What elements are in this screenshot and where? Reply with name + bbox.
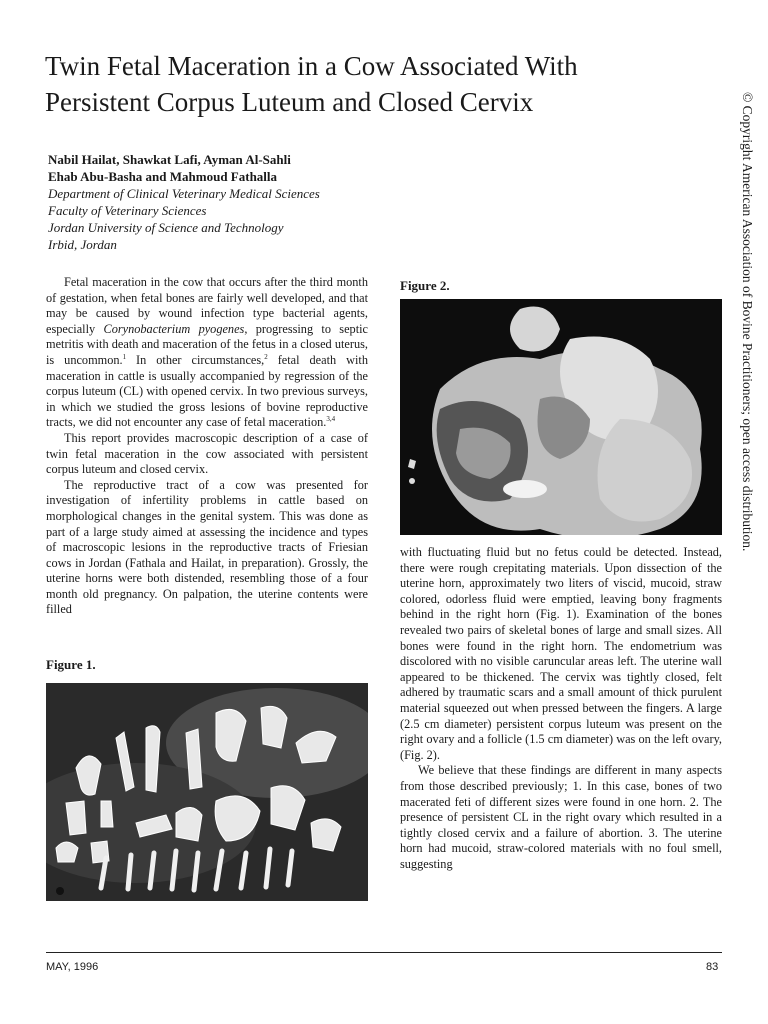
figure-2-label: Figure 2. bbox=[400, 278, 450, 293]
intro-text-a: Fetal maceration in the cow that occurs after the third month of gestation, when fetal bones are fairly well developed, and that may be caused by wound infection type bacterial agents, especially bbox=[46, 275, 368, 336]
paragraph-discussion: We believe that these findings are different in many aspects from those described previously; 1. In this case, bones of two macerated feti of different sizes were found in one horn. 2. The presence of persistent CL in the right ovary which resulted in a tightly closed cervix and a failure of abortion. 3. The uterine horn had mucoid, straw-colored materials with no foul smell, suggesting bbox=[400, 763, 722, 871]
copyright-text: © Copyright American Association of Bovine Practitioners; open access distribution. bbox=[740, 92, 755, 552]
ref-2: 2 bbox=[264, 352, 268, 361]
title-line-2: Persistent Corpus Luteum and Closed Cervix bbox=[45, 87, 534, 117]
intro-text-c: In other circumstances, bbox=[126, 352, 265, 367]
affiliation-faculty: Faculty of Veterinary Sciences bbox=[48, 203, 207, 218]
intro-text-b: , progressing to septic metritis with death and maceration of the fetus in a closed uterus, is uncommon. bbox=[46, 321, 368, 367]
figure-1-label: Figure 1. bbox=[46, 657, 96, 672]
affiliation-department: Department of Clinical Veterinary Medical Sciences bbox=[48, 186, 320, 201]
intro-text-d: fetal death with maceration in cattle is usually accompanied by regression of the corpus luteum (CL) with opened cervix. In two previous surveys, in which we studied the gross lesions of bovine reproductive tracts, we did not encounter any case of fetal maceration. bbox=[46, 352, 368, 430]
authors-line-1: Nabil Hailat, Shawkat Lafi, Ayman Al-Sahli bbox=[48, 152, 291, 167]
author-block bbox=[48, 151, 368, 253]
species-name: Corynobacterium pyogenes bbox=[103, 321, 245, 336]
copyright-sidebar bbox=[735, 92, 759, 612]
affiliation-city: Irbid, Jordan bbox=[48, 237, 117, 252]
title-line-1: Twin Fetal Maceration in a Cow Associated With bbox=[45, 51, 578, 81]
page-number: 83 bbox=[706, 961, 719, 973]
affiliation-university: Jordan University of Science and Technology bbox=[48, 220, 284, 235]
figure-2-photo bbox=[400, 299, 722, 535]
article-title bbox=[45, 48, 685, 120]
right-column-body bbox=[400, 545, 722, 872]
footer-rule bbox=[46, 952, 722, 953]
left-column-body bbox=[46, 275, 368, 618]
figure-1-photo bbox=[46, 683, 368, 901]
authors-line-2: Ehab Abu-Basha and Mahmoud Fathalla bbox=[48, 169, 278, 184]
paragraph-report: This report provides macroscopic description of a case of twin fetal maceration in the cow associated with persistent corpus luteum and closed cervix. bbox=[46, 430, 368, 477]
paragraph-case: The reproductive tract of a cow was presented for investigation of infertility problems in cattle based on morphological changes in the genital system. This was done as part of a large study aimed at assessing the incidence and types of macroscopic lesions in the reproductive tracts of Friesian cows in Jordan (Fathala and Hailat, in preparation). Grossly, the uterine horns were both distended, resembling those of a four month old pregnancy. On palpation, the uterine contents were filled bbox=[46, 477, 368, 617]
ref-3-4: 3,4 bbox=[326, 415, 336, 424]
paragraph-case-continued: with fluctuating fluid but no fetus could be detected. Instead, there were rough crepitating materials. Upon dissection of the uterine horn, approximately two liters of viscid, mucoid, straw colored, odorless fluid were emptied, leaving bony fragments behind in the right horn (Fig. 1). Examination of the bones revealed two pairs of skeletal bones of large and small sizes. All bones were found in the right horn. The endometrium was discolored with no visible caruncular areas left. The uterine wall appeared to be thickened. The cervix was tightly closed, felt adhered by traumatic scars and a small amount of thick purulent material squeezed out when pressed between the fingers. A large (2.5 cm diameter) persistent corpus luteum was present on the right ovary and a follicle (1.5 cm diameter) was on the left ovary, (Fig. 2). bbox=[400, 545, 722, 762]
paragraph-intro bbox=[46, 275, 368, 431]
footer-date: MAY, 1996 bbox=[46, 961, 99, 973]
ref-1: 1 bbox=[122, 352, 127, 361]
